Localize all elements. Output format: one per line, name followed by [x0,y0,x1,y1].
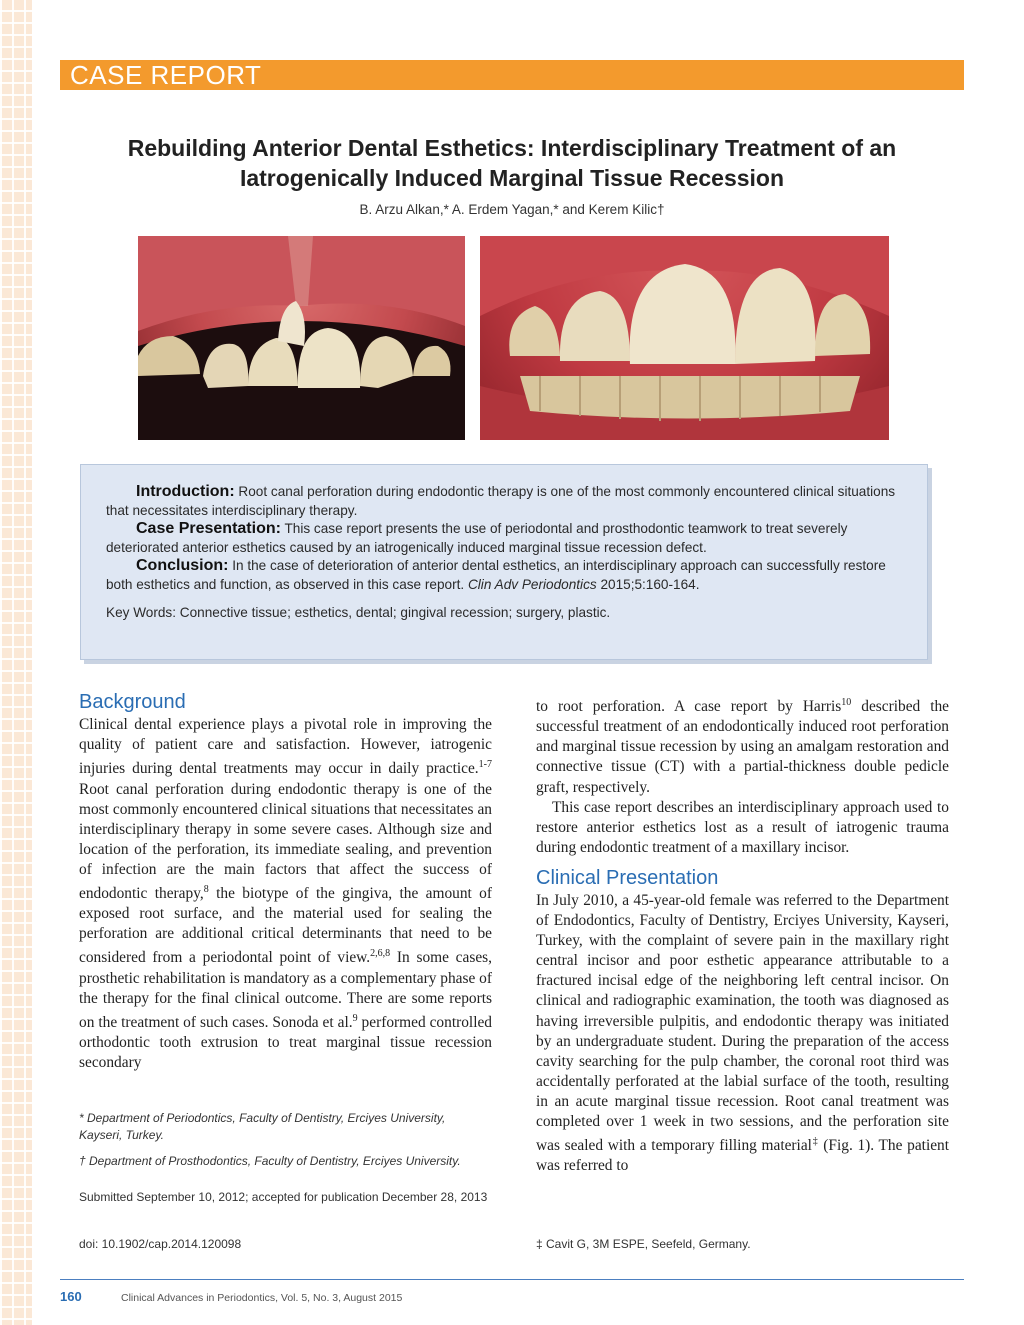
abstract-introduction-label: Introduction: [136,483,235,500]
section-banner [60,60,964,90]
left-column [79,692,492,1073]
abstract-keywords [106,604,912,623]
ref-1-7: 1-7 [478,759,492,771]
background-text-5: performed controlled orthodontic tooth extrusion to treat marginal tissue recession secondary [79,1013,492,1072]
article-title: Rebuilding Anterior Dental Esthetics: Interdisciplinary Treatment of an Iatrogenically Induced Marginal Tissue Recession [127,135,897,191]
clinical-text-a: In July 2010, a 45-year-old female was referred to the Department of Endodontics, Faculty of Dentistry, Erciyes University, Kayseri, Turkey, with the complaint of severe pain in the maxillary right central incisor and poor esthetic appearance attributable to a fractured incisal edge of the neighboring left central incisor. On clinical and radiographic examination, the tooth was diagnosed as having irreversible pulpitis, and endodontic therapy was initiated by an undergraduate student. During the preparation of the access cavity searching for the pulp chamber, the coronal root third was accidentally perforated at the labial surface of the tooth, resulting in an acute marginal tissue recession. Root canal treatment was completed over 1 week in two sessions, and the perforation site was sealed with a temporary filling material [536,891,949,1155]
background-text-2: Root canal perforation during endodontic therapy is one of the most commonly encountered clinical situations that necessitates an interdisciplinary therapy in some severe cases. Although size and location of the perforation, its immediate sealing, and prevention of infection are the main factors that affect the success of endodontic therapy, [79,780,492,903]
footnote-prosthodontics: † Department of Prosthodontics, Faculty of Dentistry, Erciyes University. [79,1154,461,1168]
ref-9: 9 [352,1012,358,1024]
doi: doi: 10.1902/cap.2014.120098 [79,1237,242,1251]
footnote-periodontics: * Department of Periodontics, Faculty of Dentistry, Erciyes University, Kayseri, Turkey. [79,1111,446,1142]
footer-rule [60,1279,964,1280]
footnote-cavit: ‡ Cavit G, 3M ESPE, Seefeld, Germany. [536,1237,751,1251]
submission-dates: Submitted September 10, 2012; accepted for publication December 28, 2013 [79,1190,488,1204]
decorative-grid-strip [0,0,32,1325]
abstract-keywords-text: : Connective tissue; esthetics, dental; gingival recession; surgery, plastic. [172,605,611,620]
page-number: 160 [60,1289,82,1304]
clinical-text-b: (Fig. 1). The patient was referred to [536,1137,950,1175]
right-text-1b: described the successful treatment of an endodontically induced root perforation and marginal tissue recession by using an amalgam restoration and connective tissue (CT) with a partial-thickness double pedicle graft, respectively. [536,698,949,796]
ref-double-dagger: ‡ [811,1136,819,1148]
abstract-box [80,464,928,660]
abstract-case-label: Case Presentation: [136,520,281,537]
abstract-conclusion-label: Conclusion: [136,557,229,574]
heading-background: Background [79,691,186,713]
heading-clinical-presentation: Clinical Presentation [536,866,719,889]
banner-label: CASE REPORT [70,60,262,90]
clinical-photo-before [138,236,465,440]
background-text-4: In some cases, prosthetic rehabilitation is mandatory as a complementary phase of the therapy for the final clinical outcome. There are some reports on the treatment of such cases. Sonoda et al. [79,949,492,1031]
abstract-introduction [106,483,912,520]
clinical-photo-after [480,236,889,440]
right-text-1a: to root perforation. A case report by Harris [536,698,842,716]
abstract-keywords-label: Key Words [106,605,173,620]
clinical-paragraph [536,891,949,1176]
abstract-case [106,520,912,557]
right-paragraph-1 [536,693,949,798]
abstract-citation: 2015;5:160-164. [596,576,700,592]
ref-2-6-8: 2,6,8 [370,948,391,960]
abstract-conclusion [106,557,912,594]
clinical-photo-before-image [138,236,465,440]
right-paragraph-2: This case report describes an interdisciplinary approach used to restore anterior esthetics lost as a result of iatrogenic trauma during endodontic treatment of a maxillary incisor. [536,798,949,856]
footer-journal: Clinical Advances in Periodontics, Vol. 5, No. 3, August 2015 [121,1292,403,1304]
abstract-introduction-text: Root canal perforation during endodontic therapy is one of the most commonly encountered clinical situations that necessitates interdisciplinary therapy. [106,484,896,518]
clinical-photo-after-image [480,236,889,440]
ref-10: 10 [841,697,852,708]
background-text-1: Clinical dental experience plays a pivotal role in improving the quality of patient care and satisfaction. However, iatrogenic injuries during dental treatments may occur in daily practice. [79,716,492,778]
abstract-journal-name: Clin Adv Periodontics [467,576,597,592]
background-paragraph [79,715,492,1073]
ref-8: 8 [203,883,209,895]
right-column [536,693,949,1176]
abstract-case-text: This case report presents the use of periodontal and prosthodontic teamwork to treat severely deteriorated anterior esthetics caused by an iatrogenically induced marginal tissue recession defect. [106,521,848,555]
abstract-content [106,483,912,623]
article-authors: B. Arzu Alkan,* A. Erdem Yagan,* and Kerem Kilic† [359,202,665,217]
abstract-conclusion-text: In the case of deterioration of anterior dental esthetics, an interdisciplinary approach can successfully restore both esthetics and function, as observed in this case report. [106,558,886,592]
background-text-3: the biotype of the gingiva, the amount of exposed root surface, and the material used for sealing the perforation are additional critical determinants that need to be considered from a periodontal point of view. [79,885,493,967]
